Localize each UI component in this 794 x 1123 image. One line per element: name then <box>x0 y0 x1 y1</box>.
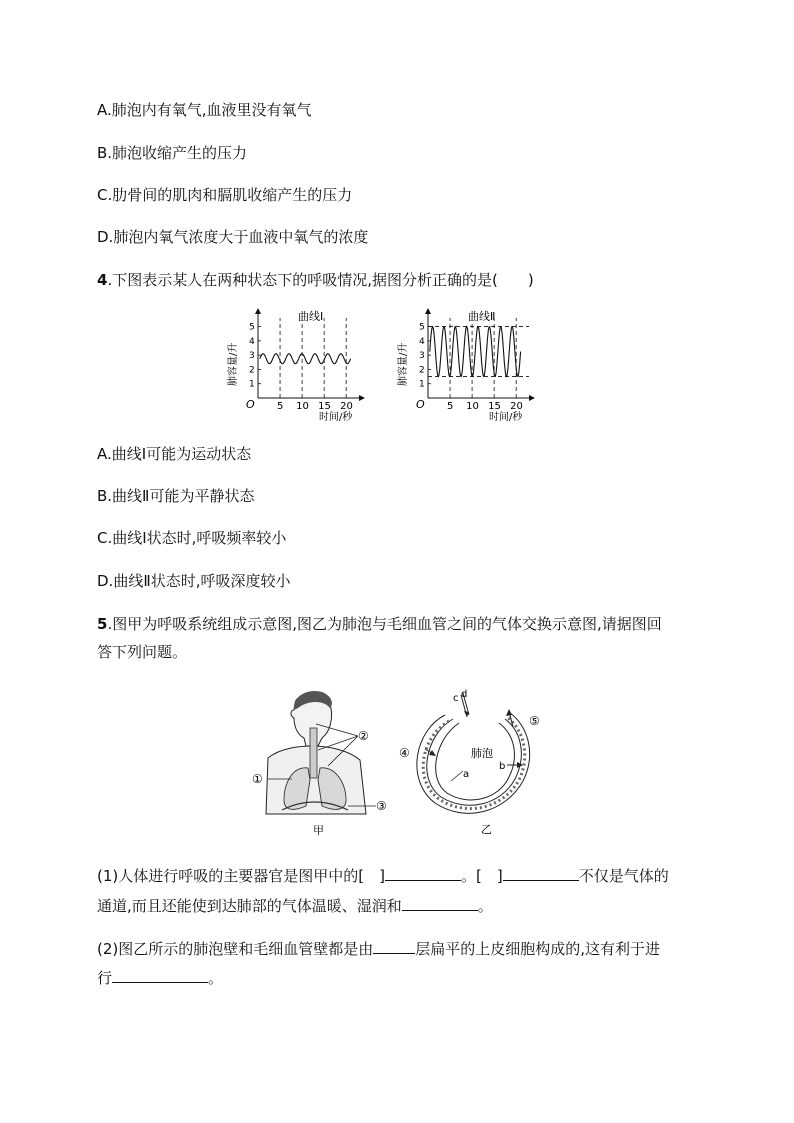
label-c: c <box>453 693 459 704</box>
q5-sub2-part-b: 层扁平的上皮细胞构成的,这有利于进 <box>415 940 661 958</box>
q5-sub1-line2 <box>97 894 493 917</box>
q5-number: 5 <box>97 615 108 633</box>
q5-sub1-part-b: 。[ ] <box>460 867 503 885</box>
y-tick-label: 4 <box>249 336 255 347</box>
trachea <box>310 728 317 778</box>
x-axis-label: 时间/秒 <box>319 412 353 423</box>
x-axis-label: 时间/秒 <box>489 412 523 423</box>
arrowhead-5 <box>506 709 512 716</box>
chart-curve-2 <box>396 308 535 423</box>
x-axis-arrow <box>529 395 535 401</box>
q5-sub2-part-c: 行 <box>97 969 113 987</box>
q5-stem-text: .图甲为呼吸系统组成示意图,图乙为肺泡与毛细血管之间的气体交换示意图,请据图回 <box>107 615 662 633</box>
x-axis-arrow <box>359 395 365 401</box>
q4-option-a: A.曲线Ⅰ可能为运动状态 <box>97 445 252 463</box>
label-circle-1: ① <box>252 772 263 786</box>
x-tick-label: 20 <box>510 401 523 412</box>
answer-blank-3[interactable] <box>402 894 478 911</box>
q5-sub1-line1 <box>97 864 669 887</box>
y-tick-label: 2 <box>249 365 255 376</box>
label-circle-3: ③ <box>376 799 387 813</box>
label-alveolus: 肺泡 <box>471 747 493 760</box>
origin-label: O <box>246 398 255 411</box>
chart-title: 曲线Ⅱ <box>468 310 496 323</box>
q4-number: 4 <box>97 271 108 289</box>
label-d: d <box>461 689 468 700</box>
breathing-curve <box>260 354 351 364</box>
caption-yi: 乙 <box>481 823 492 836</box>
y-axis-label: 肺容量/升 <box>398 342 409 386</box>
y-tick-label: 1 <box>419 379 425 390</box>
x-tick-label: 20 <box>340 401 353 412</box>
chart-title: 曲线Ⅰ <box>298 310 324 323</box>
y-tick-label: 5 <box>419 322 425 333</box>
q3-option-a: A.肺泡内有氧气,血液里没有氧气 <box>97 101 312 119</box>
q4-stem <box>97 269 534 291</box>
x-tick-label: 5 <box>277 401 284 412</box>
y-axis-arrow <box>255 308 261 314</box>
q5-sub2-part-d: 。 <box>208 969 224 987</box>
q4-option-d: D.曲线Ⅱ状态时,呼吸深度较小 <box>97 572 291 590</box>
chart-curve-1 <box>226 308 365 423</box>
label-b: b <box>499 761 506 772</box>
caption-jia: 甲 <box>313 824 324 837</box>
x-tick-label: 10 <box>296 401 309 412</box>
q3-option-c: C.肋骨间的肌肉和膈肌收缩产生的压力 <box>97 186 353 204</box>
q5-stem-line2: 答下列问题。 <box>97 643 188 661</box>
q5-sub1-part-a: (1)人体进行呼吸的主要器官是图甲中的[ ] <box>97 867 385 885</box>
q4-charts <box>220 306 570 426</box>
y-axis-label: 肺容量/升 <box>228 342 239 386</box>
figure-jia-respiratory-system <box>248 688 388 838</box>
x-tick-label: 15 <box>318 401 331 412</box>
figure-yi-alveolus <box>395 685 550 838</box>
y-tick-label: 1 <box>249 379 255 390</box>
answer-blank-5[interactable] <box>112 966 208 983</box>
breathing-curve <box>430 327 521 377</box>
y-tick-label: 2 <box>419 365 425 376</box>
y-tick-label: 3 <box>419 351 425 362</box>
label-circle-5: ⑤ <box>529 714 540 728</box>
q4-stem-text: .下图表示某人在两种状态下的呼吸情况,据图分析正确的是( ) <box>107 271 534 289</box>
label-a: a <box>463 769 470 780</box>
y-axis-arrow <box>425 308 431 314</box>
q3-option-b: B.肺泡收缩产生的压力 <box>97 144 248 162</box>
origin-label: O <box>416 398 425 411</box>
y-tick-label: 5 <box>249 322 255 333</box>
answer-blank-2[interactable] <box>503 864 579 881</box>
q5-sub1-part-e: 。 <box>477 897 493 915</box>
y-tick-label: 4 <box>419 336 425 347</box>
q5-sub2-part-a: (2)图乙所示的肺泡壁和毛细血管壁都是由 <box>97 940 374 958</box>
x-tick-label: 15 <box>488 401 501 412</box>
q5-sub1-part-d: 通道,而且还能使到达肺部的气体温暖、湿润和 <box>97 897 402 915</box>
arrowhead-4 <box>429 750 436 756</box>
q5-sub2-line1 <box>97 937 660 960</box>
q3-option-d: D.肺泡内氧气浓度大于血液中氧气的浓度 <box>97 228 369 246</box>
leader-a <box>451 771 463 781</box>
x-tick-label: 5 <box>447 401 454 412</box>
leader-2b <box>318 736 358 750</box>
answer-blank-4[interactable] <box>373 937 415 954</box>
answer-blank-1[interactable] <box>385 864 461 881</box>
q5-sub1-part-c: 不仅是气体的 <box>578 867 669 885</box>
label-circle-4: ④ <box>399 746 410 760</box>
label-circle-2: ② <box>358 729 369 743</box>
x-tick-label: 10 <box>466 401 479 412</box>
q5-sub2-line2 <box>97 966 223 989</box>
capillary-outer <box>417 713 530 813</box>
q4-option-b: B.曲线Ⅱ可能为平静状态 <box>97 487 255 505</box>
q5-stem-line1 <box>97 613 662 635</box>
y-tick-label: 3 <box>249 351 255 362</box>
q4-option-c: C.曲线Ⅰ状态时,呼吸频率较小 <box>97 529 287 547</box>
